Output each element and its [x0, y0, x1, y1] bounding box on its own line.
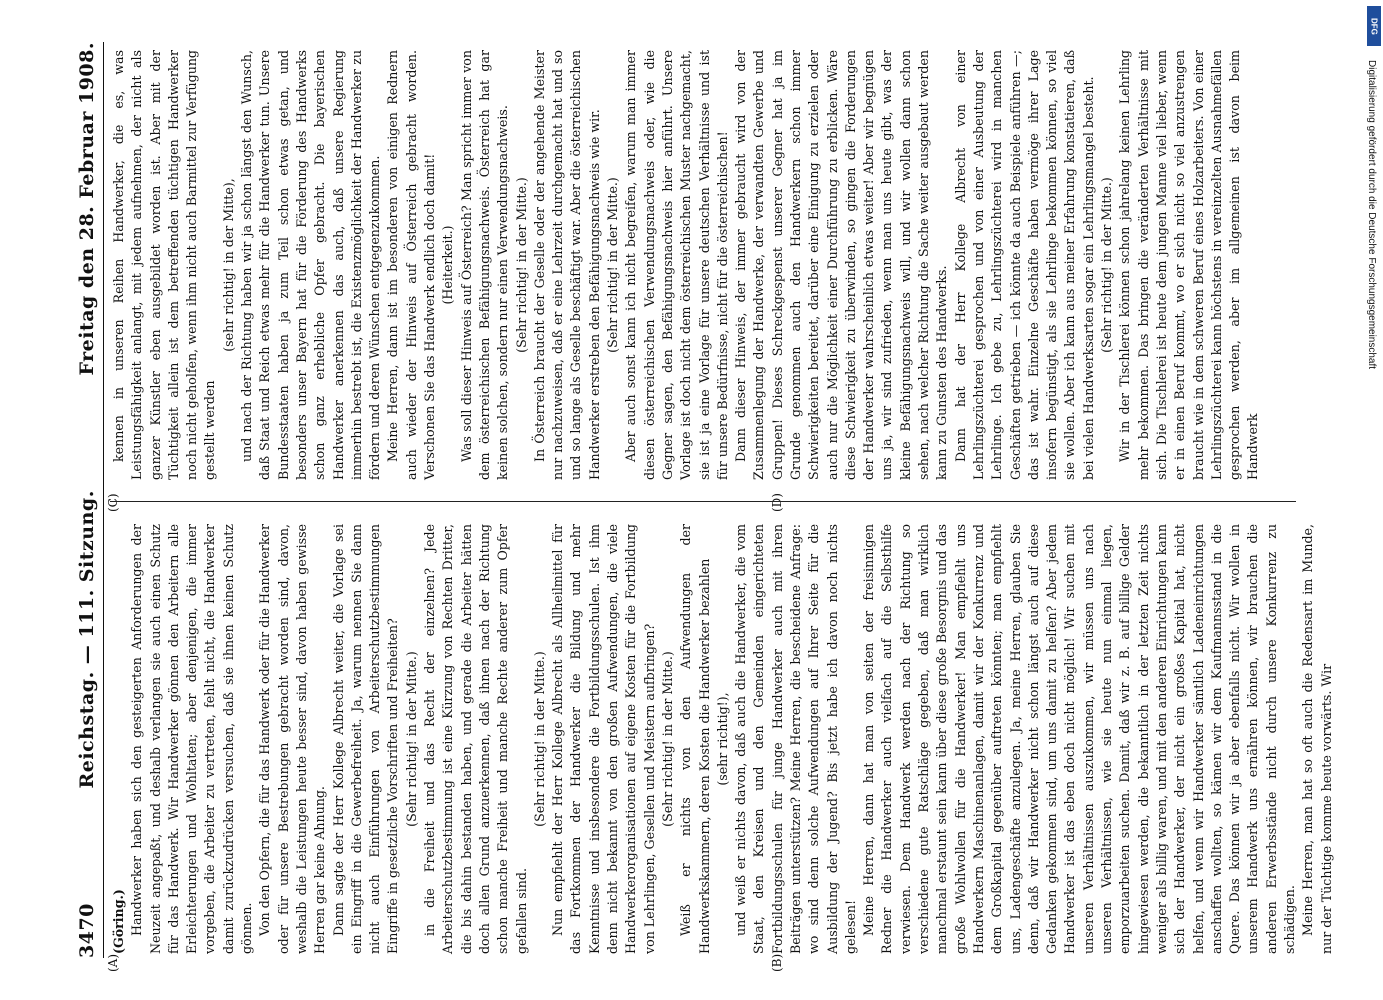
paragraph: Was soll dieser Hinweis auf Österreich? Man spricht immer von dem österreichischen Befähigungsnachweis. Österreich hat gar keinen solchen, sondern nur einen Verwendungsnachweis. [458, 50, 511, 480]
speaker-label: (Göring.) [111, 889, 126, 954]
column-divider [110, 501, 1296, 502]
paragraph: und nach der Richtung haben wir ja schon längst den Wunsch, daß Staat und Reich etwas mehr für die Handwerker tun. Unsere Bundesstaaten haben ja zum Teil schon etwas getan, und besonders unser Bayern hat für die Förderung des Handwerks schon ganz erhebliche Opfer gebracht. Die bayerischen Handwerker anerkennen das auch, daß unsere Regierung immerhin bestrebt ist, die Existenzmöglichkeit der Handwerker zu fördern und deren Wünschen entgegenzukommen. [239, 50, 383, 480]
paragraph: Aber auch sonst kann ich nicht begreifen, warum man immer diesen österreichischen Verwendungsnachweis oder, wie die Gegner sagen, den Befähigungsnachweis hier anführt. Unsere Vorlage ist doch nicht dem österreichischen Muster nachgemacht, sie ist ja eine Vorlage für unsere deutschen Verhältnisse und ist für unsere Bedürfnisse, nicht für die österreichischen! [623, 50, 730, 480]
interjection: (Sehr richtig! in der Mitte.) [1099, 177, 1115, 353]
interjection: (sehr richtig! in der Mitte), [220, 178, 236, 352]
left-column [110, 524, 1334, 954]
dfg-logo: DFG [1367, 6, 1381, 46]
interjection: (Sehr richtig! in der Mitte.) [659, 651, 675, 827]
interjection: (Sehr richtig! in der Mitte.) [513, 177, 529, 353]
header-rule [103, 42, 104, 958]
margin-mark-c: (C) [106, 493, 120, 512]
interjection: (Sehr richtig! in der Mitte.) [531, 651, 547, 827]
session-title: Reichstag. — 111. Sitzung. [76, 490, 98, 789]
paragraph: Meine Herren, man hat so oft auch die Redensart im Munde, nur der Tüchtige komme heute vorwärts. Wir [1300, 524, 1334, 954]
paragraph: in die Freiheit und das Recht der einzelnen? Jede Arbeiterschutzbestimmung ist eine Kürzung von Rechten Dritter, die bis dahin bestanden haben, und gerade die Arbeiter hätten doch allen Grund anzuerkennen, daß ihnen nach der Richtung schon manche Freiheit und manche Rechte anderer zum Opfer gefallen sind. [422, 524, 529, 954]
interjection: (Sehr richtig! in der Mitte.) [403, 651, 419, 827]
interjection: (Heiterkeit.) [440, 225, 456, 305]
paragraph: kennen in unseren Reihen Handwerker, die es, was Leistungsfähigkeit anlangt, mit jedem aufnehmen, der nicht als ganzer Künstler eben ausgebildet worden ist. Aber mit der Tüchtigkeit allein ist dem betreffenden tüchtigen Handwerker noch nicht geholfen, wenn ihm nicht auch Barmittel zur Verfügung gestellt werden [111, 50, 218, 480]
paragraph: Dann sagte der Herr Kollege Albrecht weiter, die Vorlage sei ein Eingriff in die Gewerbefreiheit. Ja, warum nennen Sie dann nicht auch Einführungen von Arbeiterschutzbestimmungen Eingriffe in gesetzliche Vorschriften und Freiheiten? [330, 524, 401, 954]
paragraph: Meine Herren, dann hat man von seiten der freisinnigen Redner die Handwerker auch vielfach auf die Selbsthilfe verwiesen. Dem Handwerk werden nach der Richtung so verschiedene gute Ratschläge gegeben, daß man wirklich manchmal erstaunt sein kann über diese große Besorgnis und das große Wohlwollen für die Handwerker! Man empfiehlt uns Handwerkern Maschinenanlagen, damit wir der Konkurrenz und dem Großkapital gegenüber auftreten könnten; man empfiehlt uns, Ladengeschäfte anzulegen. Ja, meine Herren, glauben Sie denn, daß wir Handwerker nicht schon längst auch auf diese Gedanken gekommen sind, um uns damit zu helfen? Aber jedem Handwerker ist das eben doch nicht möglich! Wir suchen mit unseren Verhältnissen auszukommen, wir müssen uns nach unseren Verhältnissen, wie sie heute nun einmal liegen, emporzuarbeiten suchen. Damit, daß wir z. B. auf billige Gelder hingewiesen werden, die bekanntlich in der letzten Zeit nichts weniger als billig waren, und mit den anderen Einrichtungen kann sich der Handwerker, der nicht ein großes Kapital hat, nicht helfen, und wenn wir Handwerker sämtlich Ladeneinrichtungen anschaffen wollten, so kämen wir dem Kaufmannsstand in die Quere. Das können wir ja aber ebenfalls nicht. Wir wollen in unserem Handwerk uns ernähren können, wir brauchen die anderen Erwerbsstände nicht durch unsere Konkurrenz zu schädigen. [861, 524, 1297, 954]
paragraph: Dann hat der Herr Kollege Albrecht von einer Lehrlingszüchterei gesprochen und von einer Ausbeutung der Lehrlinge. Ich gebe zu, Lehrlingszüchterei wird in manchen Geschäften getrieben — ich könnte da auch Beispiele anführen —; das ist wahr. Einzelne Geschäfte haben vermöge ihrer Lage insofern begünstigt, als sie Lehrlinge bekommen können, so viel sie wollen. Aber ich kann aus meiner Erfahrung konstatieren, daß bei vielen Handwerksarten sogar ein Lehrlingsmangel besteht. [952, 50, 1096, 480]
paragraph: Nun empfiehlt der Herr Kollege Albrecht als Allheilmittel für das Fortkommen der Handwerker die Bildung und mehr Kenntnisse und insbesondere die Fortbildungsschulen. Ist ihm denn nicht bekannt von den großen Aufwendungen, die viele Handwerkerorganisationen auf eigene Kosten für die Fortbildung von Lehrlingen, Gesellen und Meistern aufbringen? [550, 524, 657, 954]
paragraph: Meine Herren, dann ist im besonderen von einigen Rednern auch wieder der Hinweis auf Österreich gebracht worden. Verschonen Sie das Handwerk endlich doch damit! [385, 50, 438, 480]
margin-mark-b: (B) [770, 953, 784, 972]
paragraph: und weiß er nichts davon, daß auch die Handwerker, die vom Staat, den Kreisen und den Gemeinden eingerichteten Fortbildungsschulen für junge Handwerker auch mit ihren Beiträgen unterstützen? Meine Herren, die bescheidene Anfrage: wo sind denn solche Aufwendungen auf Ihrer Seite für die Ausbildung der Jugend? Bis jetzt habe ich davon noch nichts gelesen! [733, 524, 858, 954]
margin-mark-a: (A) [106, 953, 120, 972]
paragraph: Handwerker haben sich den gesteigerten Anforderungen der Neuzeit angepaßt, und deshalb verlangen sie auch einen Schutz für das Handwerk. Wir Handwerker gönnen den Arbeitern alle Erleichterungen und Wohltaten; aber denjenigen, die immer vorgeben, die Arbeiter zu vertreten, fehlt nicht, die Handwerker damit zurückzudrücken versuchen, daß sie ihnen keinen Schutz gönnen. [129, 524, 255, 954]
document-page [70, 30, 1334, 972]
page-number: 3470 [76, 903, 98, 958]
paragraph: Weiß er nichts von den Aufwendungen der Handwerkskammern, deren Kosten die Handwerker bezahlen [678, 524, 712, 954]
paragraph: Von den Opfern, die für das Handwerk oder für die Handwerker oder für unsere Bestrebungen gebracht worden sind, davon, weshalb die Leistungen heute besser sind, davon haben gewisse Herren gar keine Ahnung. [257, 524, 328, 954]
paragraph: Wir in der Tischlerei können schon jahrelang keinen Lehrling mehr bekommen. Das bringen die veränderten Verhältnisse mit sich. Die Tischlerei ist heute dem jungen Manne viel lieber, wenn er in einen Beruf kommt, wo er sich nicht so viel anzustrengen braucht wie in dem schweren Beruf eines Holzarbeiters. Von einer Lehrlingszüchterei kann höchstens in vereinzelten Ausnahmefällen gesprochen werden, aber im allgemeinen ist davon beim Handwerk [1117, 50, 1261, 480]
interjection: (sehr richtig!), [714, 692, 730, 786]
right-column [110, 50, 1296, 480]
margin-mark-d: (D) [770, 493, 784, 512]
interjection: (Sehr richtig! in der Mitte.) [605, 177, 621, 353]
paragraph: In Österreich braucht der Geselle oder der angehende Meister nur nachzuweisen, daß er eine Lehrzeit durchgemacht hat und so und so lange als Geselle beschäftigt war. Aber die österreichischen Handwerker erstreben den Befähigungsnachweis wie wir. [531, 50, 602, 480]
session-date: Freitag den 28. Februar 1908. [76, 42, 98, 376]
page-header [70, 42, 104, 958]
paragraph: Dann dieser Hinweis, der immer gebraucht wird von der Zusammenlegung der Handwerke, der verwandten Gewerbe und Gruppen! Dieses Schreckgespenst unserer Gegner hat ja im Grunde genommen auch den Handwerkern schon immer Schwierigkeiten bereitet, darüber eine Einigung zu erzielen oder auch nur die Möglichkeit einer Durchführung zu erblicken. Wäre diese Schwierigkeit zu überwinden, so gingen die Forderungen der Handwerker wahrscheinlich etwas weiter! Aber wir begnügen uns ja, wir sind zufrieden, wenn man uns heute gibt, was der kleine Befähigungsnachweis will, und wir wollen dann schon sehen, nach welcher Richtung die Sache weiter ausgebaut werden kann zu Gunsten des Handwerks. [733, 50, 950, 480]
digitization-note: Digitalisierung gefördert durch die Deutsche Forschungsgemeinschaft [1366, 60, 1377, 370]
